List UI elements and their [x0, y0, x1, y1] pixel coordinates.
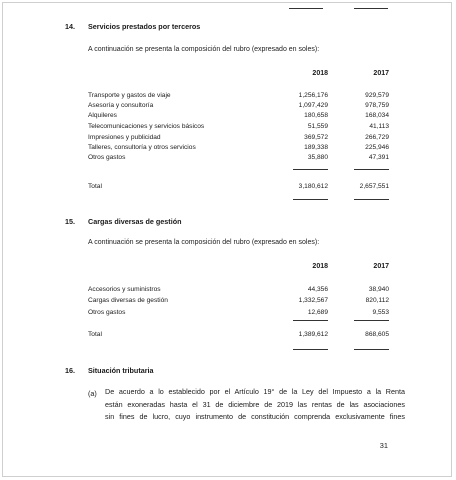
section-14-col-2018: 2018 — [312, 70, 328, 77]
table-cell-2017: 41,113 — [369, 123, 389, 130]
table-cell-2017: 9,553 — [372, 309, 389, 316]
section-16-number: 16. — [65, 366, 75, 375]
table-row-label: Cargas diversas de gestión — [88, 297, 168, 304]
section-16-paragraph — [105, 386, 405, 424]
table-row-label: Accesorios y suministros — [88, 286, 161, 293]
table-row-label: Transporte y gastos de viaje — [88, 92, 171, 99]
section-15-title: Cargas diversas de gestión — [88, 217, 182, 226]
section-15-number: 15. — [65, 217, 75, 226]
section-14-title: Servicios prestados por terceros — [88, 22, 201, 31]
section-14-subtotal-rule-2018 — [293, 169, 328, 170]
paragraph-line: De acuerdo a lo establecido por el Artículo 19° de la Ley del Impuesto a la Renta — [105, 387, 405, 396]
table-cell-2018: 1,097,429 — [298, 102, 328, 109]
table-cell-2017: 47,391 — [368, 154, 389, 161]
section-14-col-2017: 2017 — [373, 70, 389, 77]
table-cell-2018: 1,332,567 — [298, 297, 328, 304]
table-row-label: Talleres, consultoría y otros servicios — [88, 144, 196, 151]
table-cell-2018: 44,356 — [307, 286, 328, 293]
section-14-number: 14. — [65, 22, 75, 31]
section-14-total-label: Total — [88, 183, 102, 190]
section-15-subtotal-rule-2017 — [354, 320, 389, 321]
section-15-total-2017: 868,605 — [365, 331, 389, 338]
table-row-label: Impresiones y publicidad — [88, 134, 161, 141]
paragraph-line: sin fines de lucro, cuyo instrumento de constitución comprenda exclusivamente fines — [105, 412, 405, 421]
table-cell-2017: 225,946 — [365, 144, 389, 151]
top-rule-2018 — [289, 8, 323, 9]
section-14-intro: A continuación se presenta la composición del rubro (expresado en soles): — [88, 46, 320, 53]
table-cell-2018: 369,572 — [304, 134, 328, 141]
section-14-total-2017: 2,657,551 — [359, 183, 389, 190]
table-cell-2017: 978,759 — [365, 102, 389, 109]
table-cell-2018: 189,338 — [304, 144, 328, 151]
table-row-label: Otros gastos — [88, 154, 126, 161]
section-15-total-rule-2018 — [293, 349, 328, 350]
section-14-subtotal-rule-2017 — [354, 169, 389, 170]
section-15-col-2017: 2017 — [373, 263, 389, 270]
table-cell-2018: 180,658 — [304, 112, 328, 119]
section-15-total-label: Total — [88, 331, 102, 338]
table-cell-2018: 1,256,176 — [298, 92, 328, 99]
section-14-total-rule-2018 — [293, 199, 328, 200]
table-cell-2017: 38,940 — [368, 286, 389, 293]
table-cell-2018: 51,559 — [307, 123, 328, 130]
section-14-total-rule-2017 — [354, 199, 389, 200]
section-14-total-2018: 3,180,612 — [298, 183, 328, 190]
table-cell-2017: 820,112 — [365, 297, 389, 304]
table-cell-2017: 266,729 — [365, 134, 389, 141]
table-cell-2018: 12,689 — [307, 309, 328, 316]
table-cell-2017: 929,579 — [365, 92, 389, 99]
section-15-total-2018: 1,389,612 — [298, 331, 328, 338]
paragraph-line: están exoneradas hasta el 31 de diciembre de 2019 las rentas de las asociaciones — [105, 399, 405, 409]
section-16-title: Situación tributaria — [88, 366, 154, 375]
section-15-intro: A continuación se presenta la composición del rubro (expresado en soles): — [88, 239, 320, 246]
table-row-label: Asesoría y consultoría — [88, 102, 154, 109]
table-row-label: Alquileres — [88, 112, 117, 119]
table-row-label: Otros gastos — [88, 309, 126, 316]
table-cell-2017: 168,034 — [365, 112, 389, 119]
section-15-col-2018: 2018 — [312, 263, 328, 270]
section-16-item-label: (a) — [88, 389, 97, 398]
page-number: 31 — [379, 441, 388, 450]
section-15-subtotal-rule-2018 — [293, 320, 328, 321]
table-cell-2018: 35,880 — [307, 154, 328, 161]
table-row-label: Telecomunicaciones y servicios básicos — [88, 123, 205, 130]
top-rule-2017 — [354, 8, 388, 9]
section-15-total-rule-2017 — [354, 349, 389, 350]
